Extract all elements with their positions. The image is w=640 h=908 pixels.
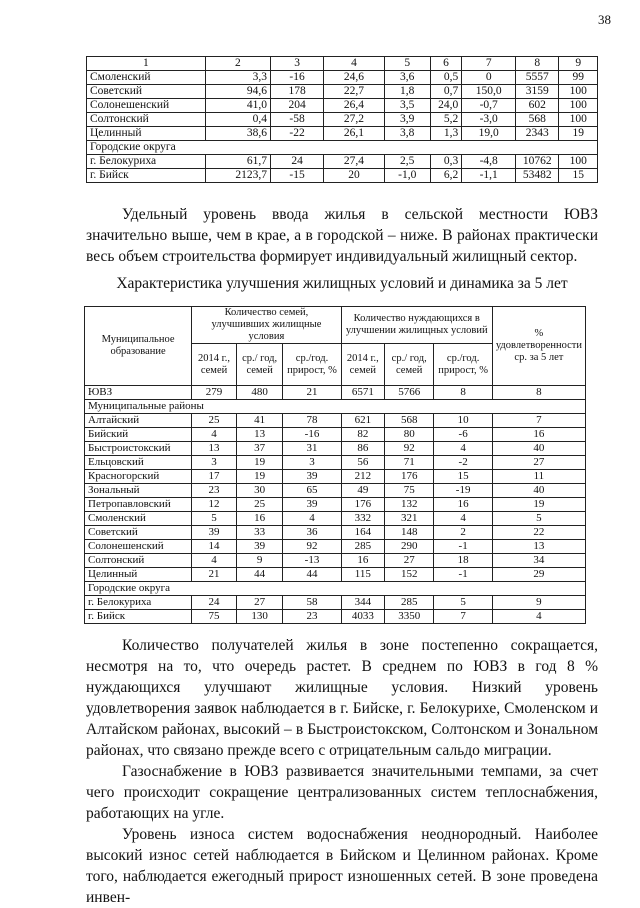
cell: -1 (434, 568, 492, 582)
cell: -2 (434, 456, 492, 470)
cell: 22,7 (324, 85, 385, 99)
cell: 602 (516, 99, 559, 113)
cell: 8 (434, 386, 492, 400)
page-number: 38 (598, 12, 611, 27)
cell: 40 (492, 442, 585, 456)
table-row (85, 428, 586, 442)
cell: -1 (434, 540, 492, 554)
cell: 23 (192, 484, 237, 498)
paragraph-text: Удельный уровень ввода жилья в сельской местности ЮВЗ значительно выше, чем в крае, а в городской – ниже. В районах практически весь объем строительства формирует индивидуальный жилищный сектор. (86, 206, 598, 265)
cell: 16 (236, 512, 282, 526)
cell: 24,6 (324, 71, 385, 85)
cell: 13 (492, 540, 585, 554)
table-row (87, 71, 598, 85)
cell: 285 (384, 596, 434, 610)
paragraph-text: Уровень износа систем водоснабжения неоднородный. Наиболее высокий износ сетей наблюдается в Бийском и Целинном районах. Кроме того, наблюдается ежегодный прирост изношенных сетей. В зоне проведена инвен- (86, 826, 598, 906)
cell: -0,7 (462, 99, 516, 113)
cell: 2123,7 (205, 169, 270, 183)
cell: 9 (236, 554, 282, 568)
cell: 621 (341, 414, 384, 428)
cell: 100 (559, 85, 598, 99)
cell: 16 (492, 428, 585, 442)
column-header: 1 (87, 57, 206, 71)
cell: -16 (271, 71, 324, 85)
section-row (85, 400, 586, 414)
cell: 58 (283, 596, 341, 610)
cell: 19 (236, 456, 282, 470)
cell: 8 (492, 386, 585, 400)
cell: 3 (192, 456, 237, 470)
cell: -15 (271, 169, 324, 183)
cell: -58 (271, 113, 324, 127)
cell: 21 (283, 386, 341, 400)
column-header: 7 (462, 57, 516, 71)
cell: 17 (192, 470, 237, 484)
cell: 3,5 (384, 99, 430, 113)
header-2014: 2014 г., семей (192, 344, 237, 386)
cell: 130 (236, 610, 282, 624)
cell: 3159 (516, 85, 559, 99)
cell: 100 (559, 155, 598, 169)
cell: 204 (271, 99, 324, 113)
table-row (85, 498, 586, 512)
cell: 11 (492, 470, 585, 484)
cell: 18 (434, 554, 492, 568)
table-row (85, 456, 586, 470)
table-row (85, 554, 586, 568)
cell: 164 (341, 526, 384, 540)
cell: -1,0 (384, 169, 430, 183)
table-header-row (85, 307, 586, 344)
cell: 92 (384, 442, 434, 456)
section-row (87, 141, 598, 155)
table-title: Характеристика улучшения жилищных условий и динамика за 5 лет (116, 275, 568, 292)
cell: 27 (236, 596, 282, 610)
row-name: г. Бийск (85, 610, 192, 624)
table-row (87, 169, 598, 183)
cell: 10762 (516, 155, 559, 169)
cell: 33 (236, 526, 282, 540)
cell: 332 (341, 512, 384, 526)
cell: 31 (283, 442, 341, 456)
cell: 39 (283, 498, 341, 512)
cell: 27,4 (324, 155, 385, 169)
cell: 5 (492, 512, 585, 526)
cell: 19 (559, 127, 598, 141)
column-header: 5 (384, 57, 430, 71)
row-name: г. Бийск (87, 169, 206, 183)
cell: 65 (283, 484, 341, 498)
cell: 1,3 (430, 127, 462, 141)
cell: 176 (384, 470, 434, 484)
cell: 25 (192, 414, 237, 428)
cell: 15 (434, 470, 492, 484)
cell: 38,6 (205, 127, 270, 141)
cell: 24 (192, 596, 237, 610)
table-row (87, 127, 598, 141)
cell: 61,7 (205, 155, 270, 169)
cell: 27 (384, 554, 434, 568)
header-satisfaction: % удовлетворенности ср. за 5 лет (492, 307, 585, 386)
cell: -22 (271, 127, 324, 141)
column-header: 8 (516, 57, 559, 71)
row-name: Целинный (85, 568, 192, 582)
row-name: Солтонский (85, 554, 192, 568)
paragraph-gas-supply (86, 761, 598, 824)
table-row (85, 470, 586, 484)
cell: 16 (341, 554, 384, 568)
cell: 0,3 (430, 155, 462, 169)
cell: 15 (559, 169, 598, 183)
row-name: Ельцовский (85, 456, 192, 470)
cell: 3350 (384, 610, 434, 624)
cell: 82 (341, 428, 384, 442)
table-row (85, 610, 586, 624)
header-municipality: Муниципальное образование (85, 307, 192, 386)
cell: 12 (192, 498, 237, 512)
header-avg-growth: ср./год. прирост, % (283, 344, 341, 386)
cell: 480 (236, 386, 282, 400)
cell: 5,2 (430, 113, 462, 127)
cell: 75 (192, 610, 237, 624)
row-name: Советский (85, 526, 192, 540)
cell: 176 (341, 498, 384, 512)
table-row (85, 512, 586, 526)
cell: 40 (492, 484, 585, 498)
cell: 24 (271, 155, 324, 169)
cell: 148 (384, 526, 434, 540)
table-row (85, 526, 586, 540)
cell: 16 (434, 498, 492, 512)
column-header: 9 (559, 57, 598, 71)
cell: 26,4 (324, 99, 385, 113)
column-header: 4 (324, 57, 385, 71)
cell: 19,0 (462, 127, 516, 141)
header-avg-per-year: ср./ год, семей (384, 344, 434, 386)
row-name: Красногорский (85, 470, 192, 484)
table-row (87, 113, 598, 127)
cell: -6 (434, 428, 492, 442)
cell: 3,9 (384, 113, 430, 127)
table-row (87, 155, 598, 169)
cell: 4 (192, 554, 237, 568)
cell: 285 (341, 540, 384, 554)
cell: 25 (236, 498, 282, 512)
cell: 7 (492, 414, 585, 428)
row-name: Смоленский (87, 71, 206, 85)
header-avg-growth: ср./год. прирост, % (434, 344, 492, 386)
table-row (85, 568, 586, 582)
cell: 36 (283, 526, 341, 540)
section-label: Городские округа (85, 582, 586, 596)
cell: 41,0 (205, 99, 270, 113)
cell: 5557 (516, 71, 559, 85)
cell: 2,5 (384, 155, 430, 169)
cell: 2 (434, 526, 492, 540)
cell: 5766 (384, 386, 434, 400)
section-row (85, 582, 586, 596)
row-name: г. Белокуриха (85, 596, 192, 610)
cell: 30 (236, 484, 282, 498)
cell: 152 (384, 568, 434, 582)
cell: 99 (559, 71, 598, 85)
table-row (85, 484, 586, 498)
row-name: Солонешенский (87, 99, 206, 113)
cell: 6,2 (430, 169, 462, 183)
cell: 5 (192, 512, 237, 526)
cell: 9 (492, 596, 585, 610)
header-2014: 2014 г., семей (341, 344, 384, 386)
table-row (85, 414, 586, 428)
cell: -19 (434, 484, 492, 498)
cell: 321 (384, 512, 434, 526)
table-row (85, 596, 586, 610)
cell: 71 (384, 456, 434, 470)
cell: 7 (434, 610, 492, 624)
cell: 13 (236, 428, 282, 442)
row-name: г. Белокуриха (87, 155, 206, 169)
cell: 39 (236, 540, 282, 554)
cell: 5 (434, 596, 492, 610)
cell: 0 (462, 71, 516, 85)
cell: 27,2 (324, 113, 385, 127)
paragraph-text: Газоснабжение в ЮВЗ развивается значительными темпами, за счет чего происходит сокращение централизованных систем теплоснабжения, работающих на угле. (86, 763, 598, 822)
cell: 4033 (341, 610, 384, 624)
paragraph-housing-rural (86, 204, 598, 267)
cell: 4 (434, 442, 492, 456)
cell: 27 (492, 456, 585, 470)
header-improved-families: Количество семей, улучшивших жилищные условия (192, 307, 342, 344)
section-label: Городские округа (87, 141, 598, 155)
cell: 22 (492, 526, 585, 540)
cell: 4 (283, 512, 341, 526)
cell: 39 (283, 470, 341, 484)
cell: 14 (192, 540, 237, 554)
cell: 13 (192, 442, 237, 456)
row-name: ЮВЗ (85, 386, 192, 400)
cell: 41 (236, 414, 282, 428)
cell: 0,5 (430, 71, 462, 85)
cell: 24,0 (430, 99, 462, 113)
cell: 78 (283, 414, 341, 428)
row-name: Алтайский (85, 414, 192, 428)
cell: 4 (192, 428, 237, 442)
cell: 75 (384, 484, 434, 498)
table-row (85, 540, 586, 554)
row-name: Зональный (85, 484, 192, 498)
cell: 568 (516, 113, 559, 127)
cell: 568 (384, 414, 434, 428)
table-row (85, 442, 586, 456)
cell: -1,1 (462, 169, 516, 183)
paragraph-recipients (86, 635, 598, 761)
cell: 19 (492, 498, 585, 512)
cell: 2343 (516, 127, 559, 141)
row-name: Петропавловский (85, 498, 192, 512)
cell: 4 (492, 610, 585, 624)
row-name: Смоленский (85, 512, 192, 526)
cell: 178 (271, 85, 324, 99)
row-name: Целинный (87, 127, 206, 141)
cell: 94,6 (205, 85, 270, 99)
cell: 212 (341, 470, 384, 484)
cell: 44 (236, 568, 282, 582)
cell: 4 (434, 512, 492, 526)
cell: -3,0 (462, 113, 516, 127)
table-row (87, 99, 598, 113)
row-name: Бийский (85, 428, 192, 442)
row-name: Быстроистокский (85, 442, 192, 456)
cell: 1,8 (384, 85, 430, 99)
cell: 92 (283, 540, 341, 554)
cell: 115 (341, 568, 384, 582)
cell: 3,3 (205, 71, 270, 85)
cell: 3,8 (384, 127, 430, 141)
cell: 53482 (516, 169, 559, 183)
cell: 49 (341, 484, 384, 498)
row-name: Советский (87, 85, 206, 99)
cell: 20 (324, 169, 385, 183)
column-header: 2 (205, 57, 270, 71)
cell: 290 (384, 540, 434, 554)
paragraph-water-supply (86, 824, 598, 908)
cell: 150,0 (462, 85, 516, 99)
cell: 29 (492, 568, 585, 582)
cell: 39 (192, 526, 237, 540)
row-name: Солтонский (87, 113, 206, 127)
cell: 6571 (341, 386, 384, 400)
header-families-in-need: Количество нуждающихся в улучшении жилищных условий (341, 307, 492, 344)
cell: 56 (341, 456, 384, 470)
cell: 279 (192, 386, 237, 400)
cell: 44 (283, 568, 341, 582)
housing-input-table (86, 56, 598, 183)
cell: 344 (341, 596, 384, 610)
cell: 37 (236, 442, 282, 456)
cell: -4,8 (462, 155, 516, 169)
cell: 26,1 (324, 127, 385, 141)
cell: 3,6 (384, 71, 430, 85)
cell: 100 (559, 99, 598, 113)
cell: 0,7 (430, 85, 462, 99)
cell: 80 (384, 428, 434, 442)
cell: -16 (283, 428, 341, 442)
table-header-row (87, 57, 598, 71)
column-header: 6 (430, 57, 462, 71)
paragraph-text: Количество получателей жилья в зоне постепенно сокращается, несмотря на то, что очередь растет. В среднем по ЮВЗ в год 8 % нуждающихся улучшают жилищные условия. Низкий уровень удовлетворения заявок наблюдается в г. Бийске, г. Белокурихе, Смоленском и Алтайском районах, высокий – в Быстроистокском, Солтонском и Зональном районах, что связано прежде всего с отрицательным сальдо миграции. (86, 637, 598, 759)
cell: -13 (283, 554, 341, 568)
cell: 86 (341, 442, 384, 456)
cell: 100 (559, 113, 598, 127)
cell: 23 (283, 610, 341, 624)
cell: 0,4 (205, 113, 270, 127)
table-row (87, 85, 598, 99)
table-row-total (85, 386, 586, 400)
cell: 34 (492, 554, 585, 568)
cell: 10 (434, 414, 492, 428)
row-name: Солонешенский (85, 540, 192, 554)
column-header: 3 (271, 57, 324, 71)
header-avg-per-year: ср./ год, семей (236, 344, 282, 386)
cell: 21 (192, 568, 237, 582)
section-label: Муниципальные районы (85, 400, 586, 414)
cell: 3 (283, 456, 341, 470)
cell: 132 (384, 498, 434, 512)
housing-improvement-table (84, 306, 586, 624)
cell: 19 (236, 470, 282, 484)
